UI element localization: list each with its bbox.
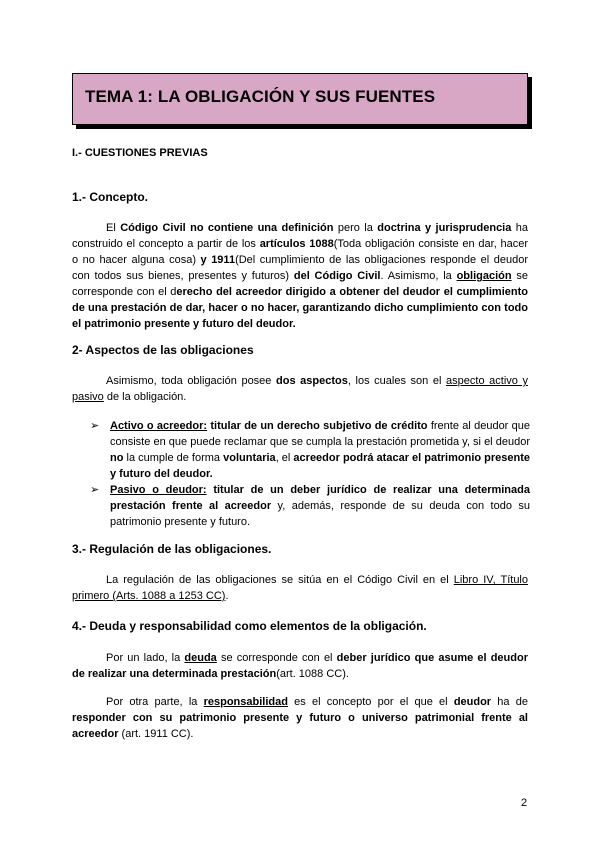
text: Asimismo, toda obligación posee — [106, 375, 277, 387]
text: (Del cumplimiento de las obligaciones responde el deudor con todos sus bienes, presentes y futuros) — [72, 254, 528, 282]
text: , los cuales son el — [347, 375, 447, 387]
aspects-list — [90, 418, 530, 530]
heading-concepto: 1.- Concepto. — [72, 190, 149, 204]
text-bold: y 1911 — [200, 254, 236, 266]
text: ha de — [491, 696, 528, 708]
text: La regulación de las obligaciones se sitúa en el Código Civil en el — [106, 574, 454, 586]
text: . Asimismo, la — [380, 270, 457, 282]
heading-aspectos: 2- Aspectos de las obligaciones — [72, 343, 254, 357]
text: (Toda obligación consiste en dar, hacer o no hacer alguna cosa) — [72, 238, 529, 266]
text: El — [106, 222, 121, 234]
text-bold: erecho del acreedor dirigido a obtener del deudor el cumplimiento de una prestación de dar, hacer o no hacer, garantizando dicho cumplimiento con todo el patrimonio presente y futuro del deudor. — [72, 286, 528, 330]
text: . — [225, 590, 229, 602]
text: de la obligación. — [103, 391, 187, 403]
text-bold-underline: responsabilidad — [203, 696, 288, 708]
text-bold: deudor — [453, 696, 492, 708]
text-bold: responder con su patrimonio presente y futuro o universo patrimonial frente al acreedor — [72, 712, 528, 740]
text: y, además, responde de su deuda con todo su patrimonio presente y futuro. — [110, 500, 530, 528]
text: pero la — [333, 222, 378, 234]
text-underline: Libro IV, Título primero (Arts. 1088 a 1253 CC) — [72, 574, 528, 602]
text: ha construido el concepto a partir de los — [72, 222, 528, 250]
text-bold: artículos 1088 — [259, 238, 334, 250]
text: (art. 1911 CC). — [118, 728, 194, 740]
paragraph-deuda — [72, 650, 528, 682]
text-bold: no — [110, 452, 124, 464]
text-bold: acreedor podrá atacar el patrimonio presente y futuro del deudor. — [110, 452, 531, 480]
text-bold: deber jurídico que asume el deudor de realizar una determinada prestación — [72, 652, 528, 680]
text: (art. 1088 CC). — [276, 668, 349, 680]
page-title: TEMA 1: LA OBLIGACIÓN Y SUS FUENTES — [85, 87, 436, 106]
text-bold: titular de un derecho subjetivo de crédito — [207, 420, 428, 432]
text-bold: Código Civil no contiene una definición — [120, 222, 334, 234]
paragraph-aspectos — [72, 373, 528, 405]
text-underline: aspecto activo y pasivo — [72, 375, 528, 403]
text-bold: dos aspectos — [276, 375, 348, 387]
page-number: 2 — [521, 797, 528, 809]
heading-regulacion: 3.- Regulación de las obligaciones. — [72, 542, 272, 556]
text: frente al deudor que consiste en que puede reclamar que se cumpla la prestación prometida y, si el deudor — [110, 420, 530, 448]
text-bold-underline: Pasivo o deudor: — [110, 484, 207, 496]
text: Por un lado, la — [106, 652, 185, 664]
heading-deuda-responsabilidad: 4.- Deuda y responsabilidad como elementos de la obligación. — [72, 619, 427, 633]
text-bold: voluntaria — [223, 452, 276, 464]
title-box — [72, 73, 528, 125]
text-bold: titular de un deber jurídico de realizar una determinada prestación frente al acreedor — [110, 484, 530, 512]
text: es el concepto por el que el — [287, 696, 454, 708]
paragraph-responsabilidad — [72, 694, 528, 742]
text: Por otra parte, la — [106, 696, 204, 708]
text-bold: del Código Civil — [293, 270, 381, 282]
paragraph-regulacion — [72, 572, 528, 604]
paragraph-concepto — [72, 220, 528, 332]
list-item-pasivo — [90, 482, 530, 530]
text-bold-underline: obligación — [456, 270, 512, 282]
text: se corresponde con el — [216, 652, 337, 664]
text: , el — [275, 452, 294, 464]
text-bold: doctrina y jurisprudencia — [377, 222, 512, 234]
arrow-bullet-icon: ➢ — [90, 420, 100, 432]
text-bold-underline: deuda — [184, 652, 217, 664]
text: la cumple de forma — [123, 452, 224, 464]
section-heading-cuestiones-previas: I.- CUESTIONES PREVIAS — [72, 147, 208, 159]
arrow-bullet-icon: ➢ — [90, 484, 100, 496]
text: se corresponde con el d — [72, 270, 528, 298]
list-item-activo — [90, 418, 530, 482]
text-bold-underline: Activo o acreedor: — [110, 420, 208, 432]
